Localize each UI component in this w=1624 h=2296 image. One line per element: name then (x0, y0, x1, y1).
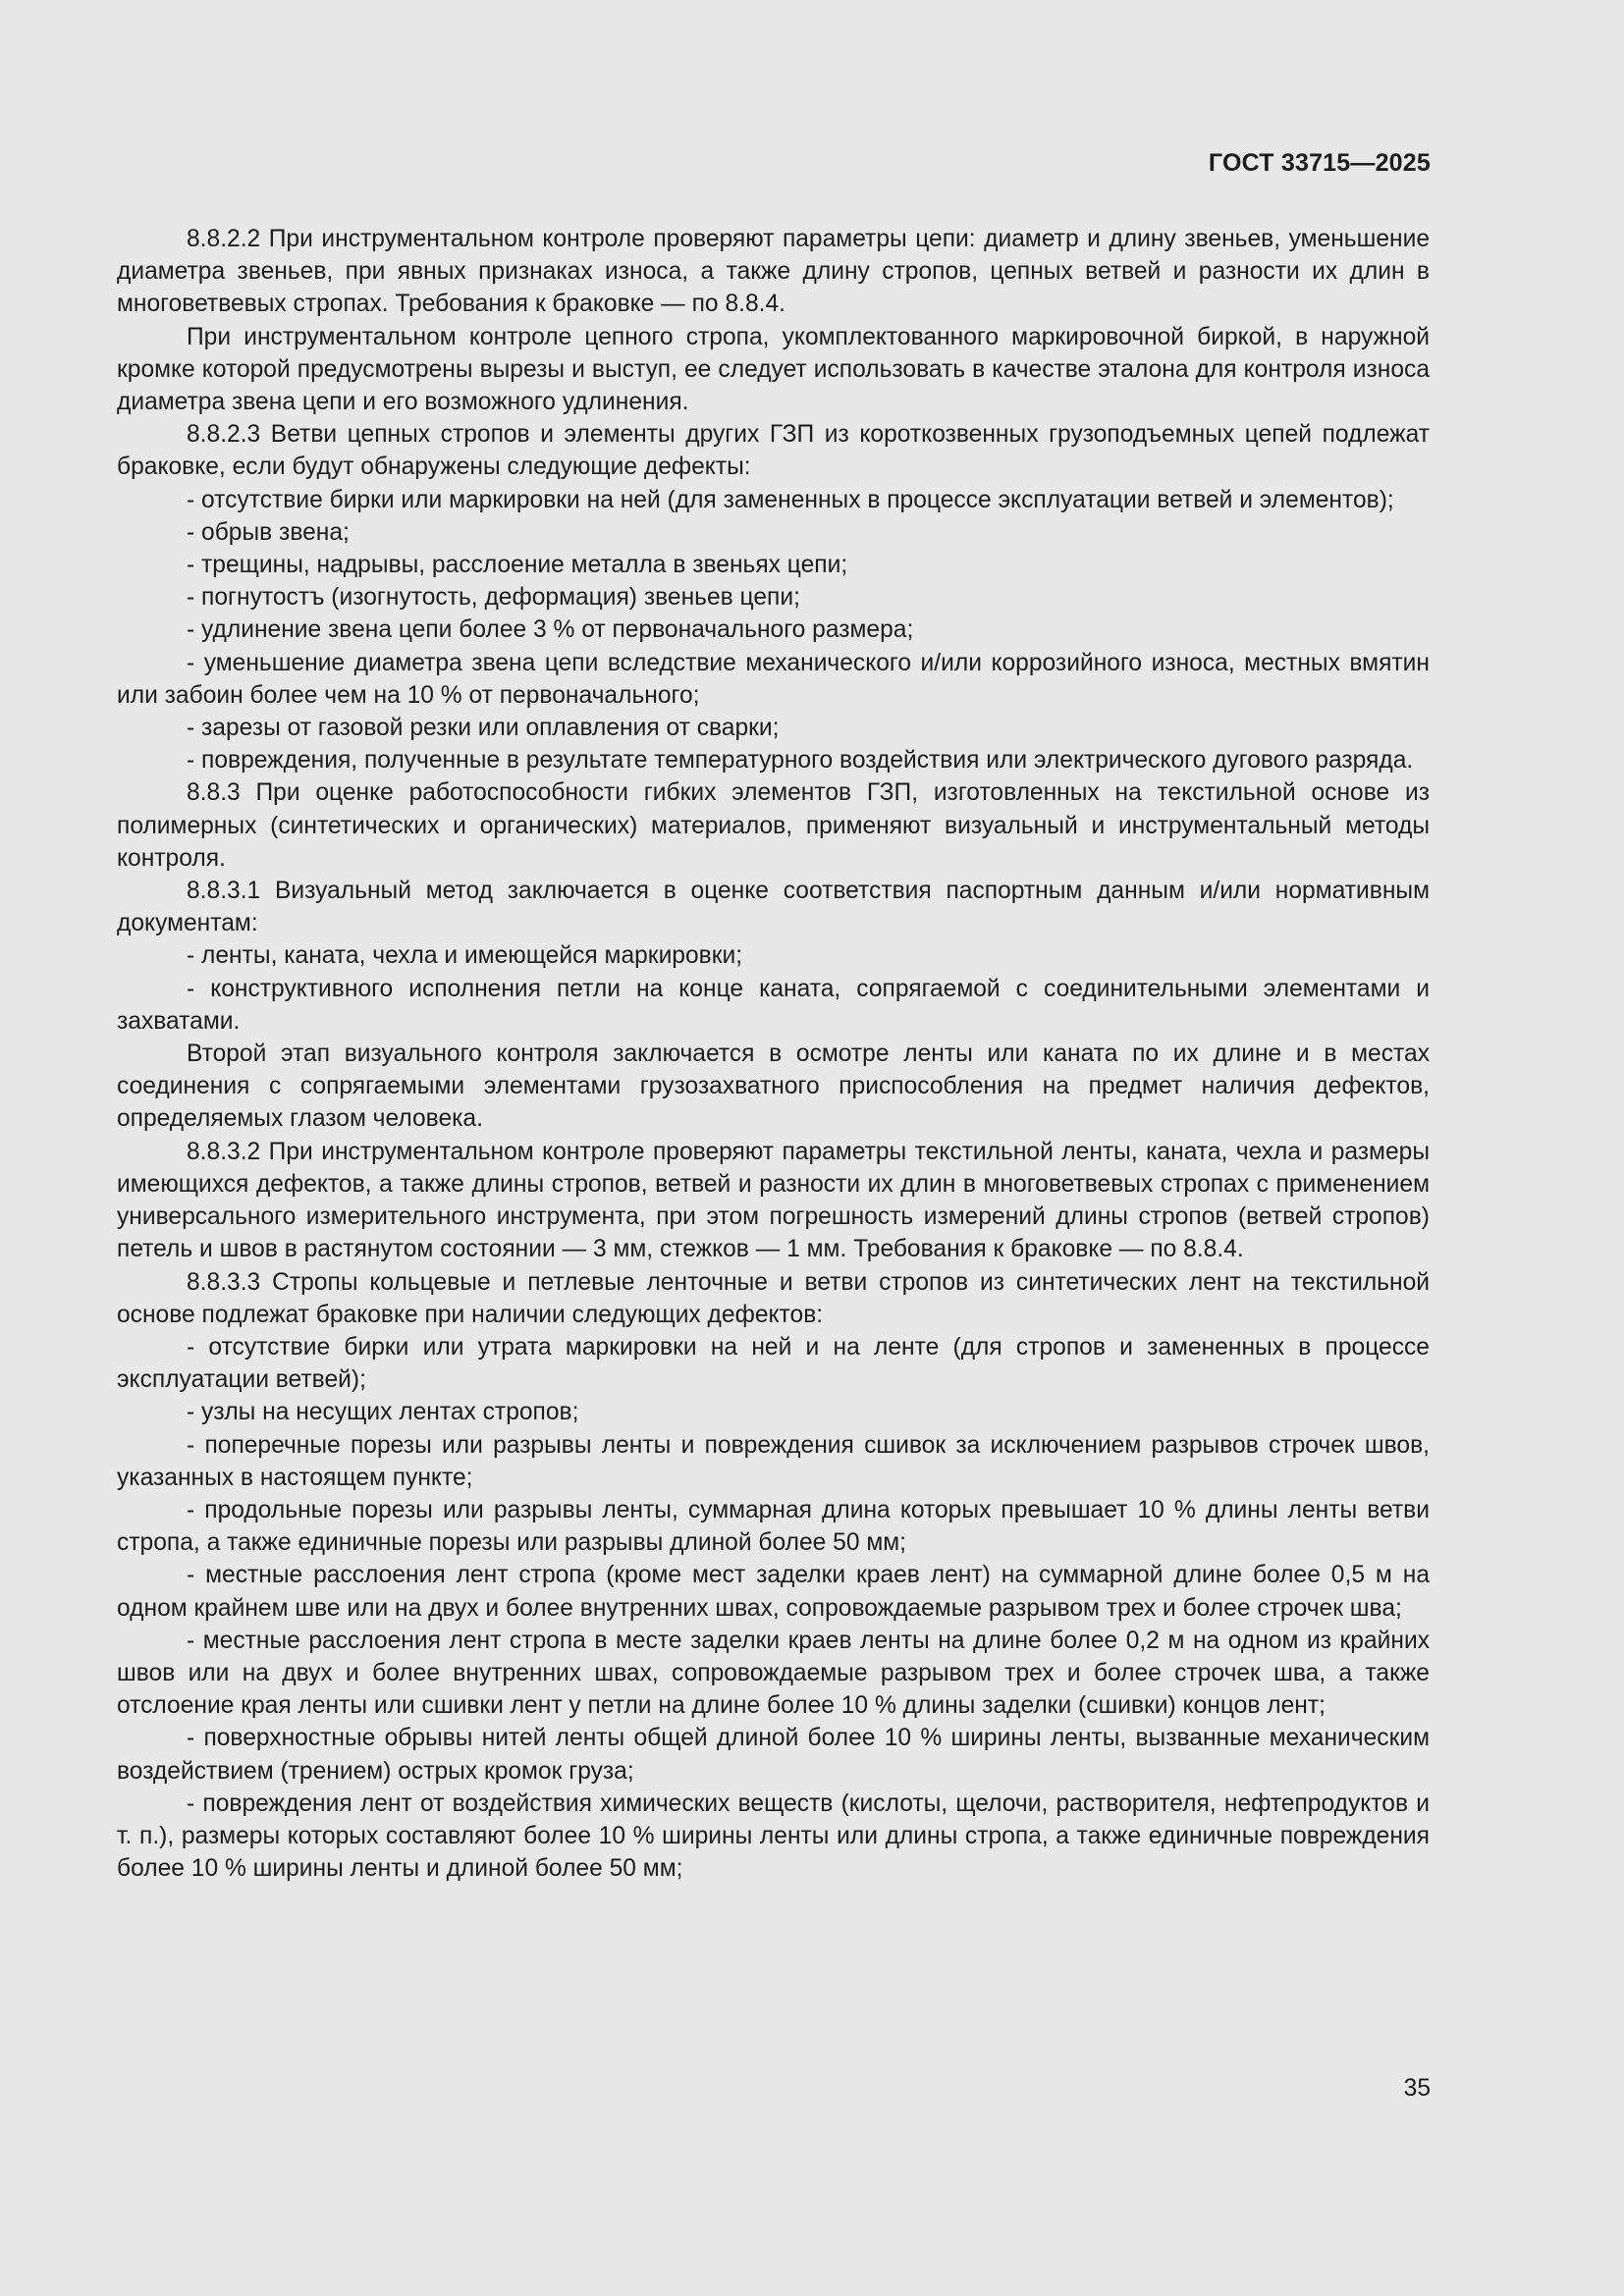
list-item: - повреждения лент от воздействия химических веществ (кислоты, щелочи, растворителя, нефтепродуктов и т. п.), размеры которых составляют более 10 % ширины ленты или длины стропа, а также единичные повреждения более 10 % ширины ленты и длиной более 50 мм; (117, 1789, 1430, 1883)
list-item: - отсутствие бирки или утрата маркировки на ней и на ленте (для стропов и замененных в процессе эксплуатации ветвей); (117, 1333, 1430, 1394)
list-item: - поверхностные обрывы нитей ленты общей длиной более 10 % ширины ленты, вызванные механическим воздействием (трением) острых кромок груза; (117, 1725, 1430, 1785)
page-number: 35 (1403, 2075, 1431, 2102)
paragraph: Второй этап визуального контроля заключается в осмотре ленты или каната по их длине и в местах соединения с сопрягаемыми элементами грузозахватного приспособления на предмет наличия дефектов, определяемых глазом человека. (117, 1041, 1430, 1133)
paragraph: 8.8.2.3 Ветви цепных стропов и элементы других ГЗП из короткозвенных грузоподъемных цепей подлежат браковке, если будут обнаружены следующие дефекты: (117, 421, 1430, 481)
list-item: - повреждения, полученные в результате температурного воздействия или электрического дугового разряда. (187, 747, 1414, 774)
list-item: - трещины, надрывы, расслоение металла в звеньях цепи; (187, 552, 848, 579)
list-item: - уменьшение диаметра звена цепи вследствие механического и/или коррозийного износа, местных вмятин или забоин более чем на 10 % от первоначального; (117, 649, 1430, 709)
list-item: - конструктивного исполнения петли на конце каната, сопрягаемой с соединительными элементами и захватами. (117, 975, 1430, 1035)
list-item: - узлы на несущих лентах стропов; (187, 1399, 579, 1426)
standard-header: ГОСТ 33715—2025 (1208, 149, 1431, 177)
list-item: - зарезы от газовой резки или оплавления от сварки; (187, 715, 780, 742)
paragraph: При инструментальном контроле цепного стропа, укомплектованного маркировочной биркой, в наружной кромке которой предусмотрены вырезы и выступ, ее следует использовать в качестве эталона для контроля износа диаметра звена цепи и его возможного удлинения. (117, 323, 1430, 416)
paragraph: 8.8.3.1 Визуальный метод заключается в оценке соответствия паспортным данным и/или нормативным документам: (117, 878, 1430, 937)
paragraph: 8.8.3 При оценке работоспособности гибких элементов ГЗП, изготовленных на текстильной основе из полимерных (синтетических и органических) материалов, применяют визуальный и инструментальный методы контроля. (117, 779, 1430, 872)
list-item: - продольные порезы или разрывы ленты, суммарная длина которых превышает 10 % длины ленты ветви стропа, а также единичные порезы или разрывы длиной более 50 мм; (117, 1496, 1430, 1557)
paragraph: 8.8.3.2 При инструментальном контроле проверяют параметры текстильной ленты, каната, чехла и размеры имеющихся дефектов, а также длины стропов, ветвей и разности их длин в многоветвевых стропах с применением универсального измерительного инструмента, при этом погрешность измерений длины стропов (ветвей стропов) петель и швов в растянутом состоянии — 3 мм, стежков — 1 мм. Требования к браковке — по 8.8.4. (117, 1138, 1430, 1263)
paragraph: 8.8.3.3 Стропы кольцевые и петлевые ленточные и ветви стропов из синтетических лент на текстильной основе подлежат браковке при наличии следующих дефектов: (117, 1268, 1430, 1328)
paragraph: 8.8.2.2 При инструментальном контроле проверяют параметры цепи: диаметр и длину звеньев, уменьшение диаметра звеньев, при явных признаках износа, а также длину стропов, цепных ветвей и разности их длин в многоветвевых стропах. Требования к браковке — по 8.8.4. (117, 226, 1430, 318)
list-item: - отсутствие бирки или маркировки на ней (для замененных в процессе эксплуатации ветвей и элементов); (187, 486, 1394, 513)
document-body (117, 223, 1430, 1885)
list-item: - обрыв звена; (187, 518, 350, 546)
list-item: - погнутостъ (изогнутость, деформация) звеньев цепи; (187, 584, 800, 612)
list-item: - местные расслоения лент стропа в месте заделки краев ленты на длине более 0,2 м на одном из крайних швов или на двух и более внутренних швах, сопровождаемые разрывом трех и более строчек шва, а также отслоение края ленты или сшивки лент у петли на длине более 10 % длины заделки (сшивки) концов лент; (117, 1627, 1430, 1720)
list-item: - местные расслоения лент стропа (кроме мест заделки краев лент) на суммарной длине более 0,5 м на одном крайнем шве или на двух и более внутренних швах, сопровождаемые разрывом трех и более строчек шва; (117, 1562, 1430, 1622)
list-item: - удлинение звена цепи более 3 % от первоначального размера; (187, 616, 914, 644)
list-item: - поперечные порезы или разрывы ленты и повреждения сшивок за исключением разрывов строчек швов, указанных в настоящем пункте; (117, 1431, 1430, 1491)
list-item: - ленты, каната, чехла и имеющейся маркировки; (187, 942, 743, 970)
